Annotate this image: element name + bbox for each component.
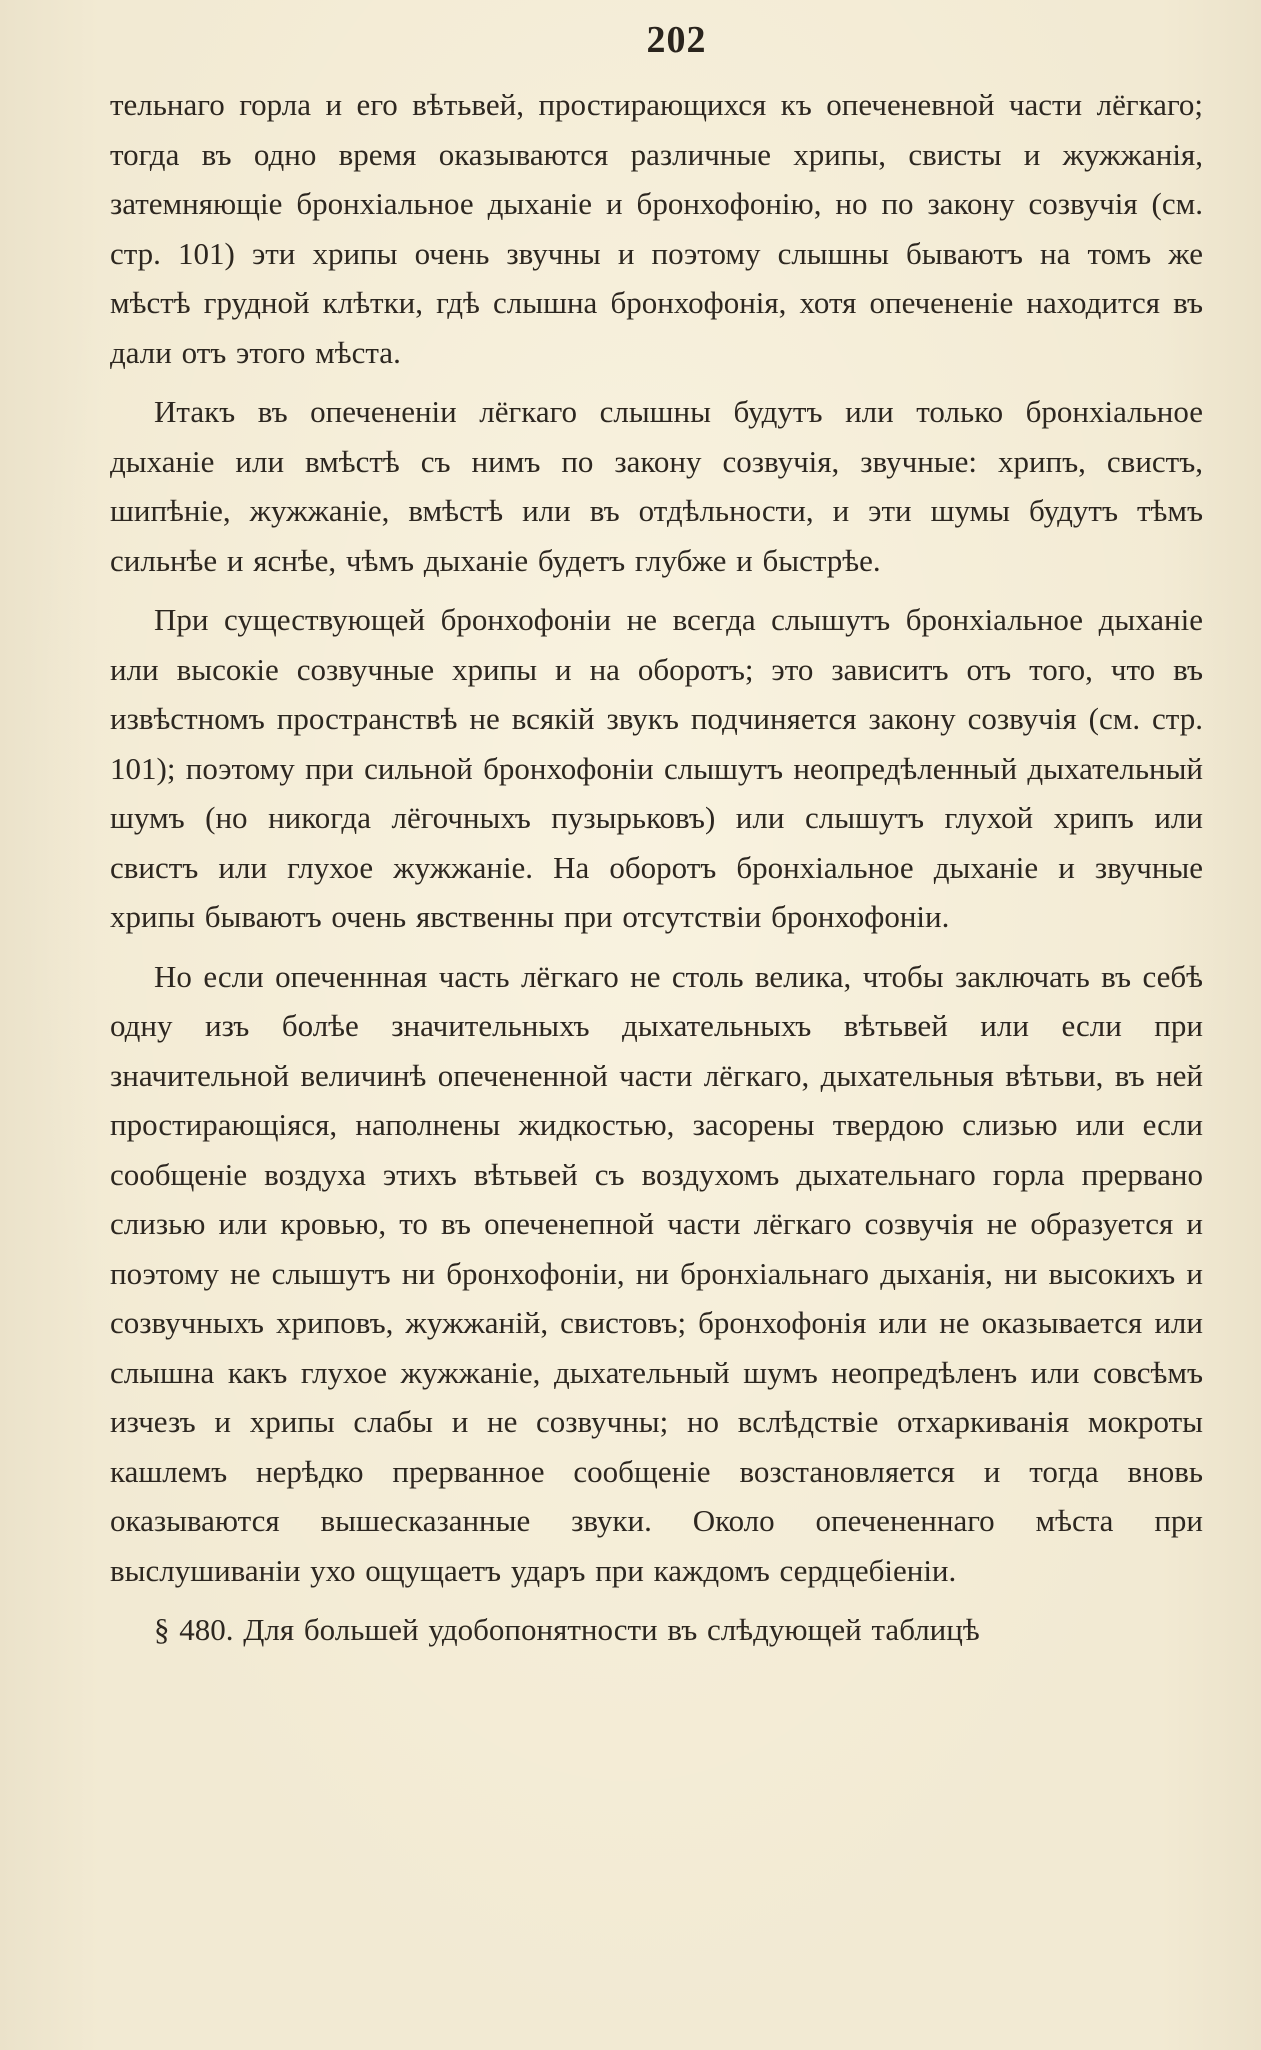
paragraph-bronchophony: При существующей бронхофоніи не всегда слышутъ бронхіальное дыханіе или высокіе созвучные хрипы и на оборотъ; это зависитъ отъ того, что въ извѣстномъ пространствѣ не всякій звукъ подчиняется закону созвучія (см. стр. 101); поэтому при сильной бронхофоніи слышутъ неопредѣленный дыхательный шумъ (но никогда лёгочныхъ пузырьковъ) или слышутъ глухой хрипъ или свистъ или глухое жужжаніе. На оборотъ бронхіальное дыханіе и звучные хрипы бываютъ очень явственны при отсутствіи бронхофоніи. bbox=[110, 602, 1203, 934]
paragraph-bronchial-breathing: Итакъ въ опечененіи лёгкаго слышны будутъ или только бронхіальное дыханіе или вмѣстѣ съ нимъ по закону созвучія, звучные: хрипъ, свистъ, шипѣніе, жужжаніе, вмѣстѣ или въ отдѣльности, и эти шумы будутъ тѣмъ сильнѣе и яснѣе, чѣмъ дыханіе будетъ глубже и быстрѣе. bbox=[110, 394, 1203, 578]
paragraph-continuation: тельнаго горла и его вѣтьвей, простирающихся къ опеченевной части лёгкаго; тогда въ одно время оказываются различные хрипы, свисты и жужжанія, затемняющіе бронхіальное дыханіе и бронхофонію, но по закону созвучія (см. стр. 101) эти хрипы очень звучны и поэтому слышны бываютъ на томъ же мѣстѣ грудной клѣтки, гдѣ слышна бронхофонія, хотя опечененіе находится въ дали отъ этого мѣста. bbox=[110, 87, 1203, 370]
paragraph-section-480: § 480. Для большей удобопонятности въ слѣдующей таблицѣ bbox=[154, 1612, 980, 1647]
paragraph-hepatization-size: Но если опеченнная часть лёгкаго не столь велика, чтобы заключать въ себѣ одну изъ болѣе значительныхъ дыхательныхъ вѣтьвей или если при значительной величинѣ опечененной части лёгкаго, дыхательныя вѣтьви, въ ней простирающіяся, наполнены жидкостью, засорены твердою слизью или если сообщеніе воздуха этихъ вѣтьвей съ воздухомъ дыхательнаго горла прервано слизью или кровью, то въ опеченепной части лёгкаго созвучія не образуется и поэтому не слышутъ ни бронхофоніи, ни бронхіальнаго дыханія, ни высокихъ и созвучныхъ хриповъ, жужжаній, свистовъ; бронхофонія или не оказывается или слышна какъ глухое жужжаніе, дыхательный шумъ неопредѣленъ или совсѣмъ изчезъ и хрипы слабы и не созвучны; но вслѣдствіе отхаркиванія мокроты кашлемъ нерѣдко прерванное сообщеніе возстановляется и тогда вновь оказываются вышесказанные звуки. Около опечененнаго мѣста при выслушиваніи ухо ощущаетъ ударъ при каждомъ сердцебіеніи. bbox=[110, 958, 1203, 1588]
page-number: 202 bbox=[646, 19, 707, 61]
